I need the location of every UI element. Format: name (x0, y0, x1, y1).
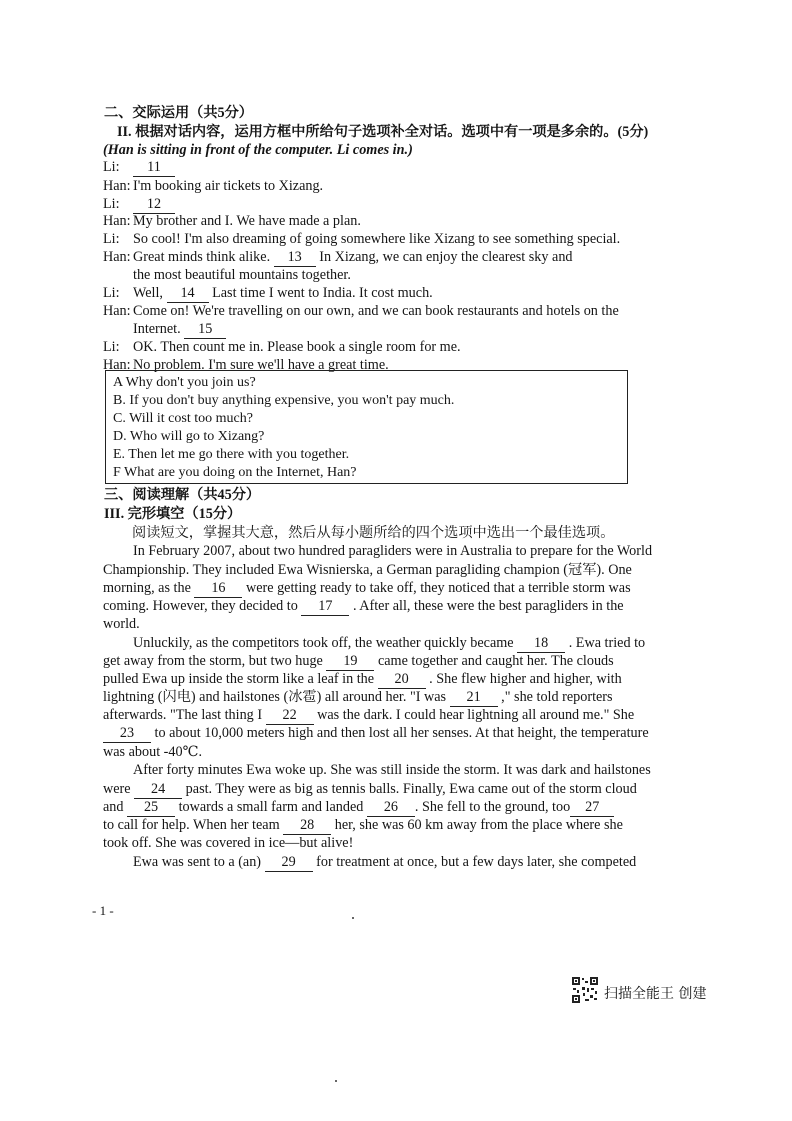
scanner-brand: 扫描全能王 创建 (604, 986, 707, 1002)
speaker: Han: (103, 249, 131, 265)
passage-text: . After all, these were the best paragliders in the (352, 598, 624, 614)
dialogue-text: My brother and I. We have made a plan. (133, 213, 361, 229)
passage-text: afterwards. "The last thing I (103, 707, 263, 723)
dialogue-text: OK. Then count me in. Please book a single room for me. (133, 339, 461, 355)
dialogue-text: the most beautiful mountains together. (133, 267, 351, 283)
dialogue-text: I'm booking air tickets to Xizang. (133, 178, 324, 194)
dialogue-line (103, 302, 619, 320)
passage-text: lightning (闪电) and hailstones (冰雹) all around her. "I was (103, 689, 447, 705)
dialogue-text: No problem. I'm sure we'll have a great time. (133, 357, 389, 373)
speaker: Li: (103, 285, 120, 301)
passage-line (103, 780, 637, 799)
cloze-blank: 18 (517, 634, 565, 653)
section2-title: 二、交际运用（共5分） (104, 105, 253, 121)
section3-title: 三、阅读理解（共45分） (104, 487, 261, 503)
passage-text: to call for help. When her team (103, 817, 280, 833)
speaker: Han: (103, 357, 131, 373)
passage-line (133, 761, 651, 779)
dialogue-line (103, 158, 175, 177)
section3-instruction: 阅读短文，掌握其大意，然后从每小题所给的四个选项中选出一个最佳选项。 (132, 525, 615, 541)
passage-line (103, 798, 614, 817)
passage-text: towards a small farm and landed (178, 799, 364, 815)
speaker: Li: (103, 159, 120, 175)
passage-text: . She fell to the ground, too (414, 799, 571, 815)
passage-line (103, 579, 631, 598)
passage-line (103, 688, 613, 707)
option-f: F What are you doing on the Internet, Han? (113, 465, 357, 480)
dialogue-text: Well, (133, 285, 163, 301)
passage-line (103, 615, 140, 633)
passage-line (103, 834, 353, 852)
qr-code-icon (571, 976, 599, 1004)
dialogue-text: So cool! I'm also dreaming of going somewhere like Xizang to see something special. (133, 231, 621, 247)
passage-text: and (103, 799, 124, 815)
passage-text: After forty minutes Ewa woke up. She was still inside the storm. It was dark and hailstones (133, 762, 651, 778)
passage-line (103, 670, 622, 689)
passage-text: came together and caught her. The clouds (377, 653, 614, 669)
passage-line (103, 652, 614, 671)
answer-blank: 12 (133, 195, 175, 214)
passage-text: Ewa was sent to a (an) (133, 854, 262, 870)
dialogue-text: Last time I went to India. It cost much. (212, 285, 433, 301)
cloze-blank: 22 (266, 706, 314, 725)
dialogue-line (133, 266, 351, 284)
cloze-blank: 19 (326, 652, 374, 671)
speaker: Han: (103, 178, 131, 194)
passage-text: was about -40℃. (103, 744, 203, 760)
passage-text: Championship. They included Ewa Wisnierska, a German paragliding champion (冠军). One (103, 562, 632, 578)
passage-line (103, 743, 202, 761)
passage-text: pulled Ewa up inside the storm like a leaf in the (103, 671, 375, 687)
passage-text: morning, as the (103, 580, 191, 596)
passage-text: were (103, 781, 131, 797)
section2-instruction: II. 根据对话内容，运用方框中所给句子选项补全对话。选项中有一项是多余的。(5分) (117, 124, 649, 140)
speaker: Li: (103, 339, 120, 355)
answer-blank: 13 (274, 248, 316, 267)
scan-speck (335, 1080, 337, 1082)
passage-line (103, 724, 649, 743)
passage-line (133, 542, 652, 560)
passage-text: were getting ready to take off, they noticed that a terrible storm was (245, 580, 631, 596)
passage-text: was the dark. I could hear lightning all around me." She (317, 707, 635, 723)
passage-text: her, she was 60 km away from the place where she (334, 817, 623, 833)
answer-blank: 15 (184, 320, 226, 339)
passage-line (133, 853, 636, 872)
dialogue-line (103, 212, 361, 230)
option-c: C. Will it cost too much? (113, 411, 253, 426)
cloze-blank: 23 (103, 724, 151, 743)
dialogue-line (103, 248, 573, 267)
cloze-blank: 21 (450, 688, 498, 707)
option-d: D. Who will go to Xizang? (113, 429, 265, 444)
answer-blank: 11 (133, 158, 175, 177)
page-number: - 1 - (92, 903, 114, 918)
cloze-blank: 17 (301, 597, 349, 616)
cloze-blank: 26 (367, 798, 415, 817)
scene-note: (Han is sitting in front of the computer. Li comes in.) (103, 142, 413, 158)
passage-text: In February 2007, about two hundred paragliders were in Australia to prepare for the World (133, 543, 653, 559)
passage-text: took off. She was covered in ice—but alive! (103, 835, 354, 851)
option-a: A Why don't you join us? (113, 375, 256, 390)
speaker: Han: (103, 213, 131, 229)
speaker: Han: (103, 303, 131, 319)
passage-text: ," she told reporters (501, 689, 613, 705)
cloze-blank: 25 (127, 798, 175, 817)
dialogue-text: Great minds think alike. (133, 249, 271, 265)
passage-line (133, 634, 645, 653)
answer-blank: 14 (167, 284, 209, 303)
option-e: E. Then let me go there with you together. (113, 447, 350, 462)
dialogue-line (103, 230, 620, 248)
dialogue-line (133, 320, 226, 339)
passage-line (103, 561, 632, 579)
cloze-blank: 20 (378, 670, 426, 689)
cloze-blank: 28 (283, 816, 331, 835)
passage-text: world. (103, 616, 140, 632)
passage-line (103, 816, 623, 835)
passage-text: Unluckily, as the competitors took off, the weather quickly became (133, 635, 514, 651)
passage-text: . She flew higher and higher, with (429, 671, 622, 687)
cloze-blank: 16 (194, 579, 242, 598)
dialogue-text: In Xizang, we can enjoy the clearest sky and (319, 249, 573, 265)
dialogue-line (103, 284, 433, 303)
dialogue-line (103, 338, 461, 356)
dialogue-line (103, 177, 323, 195)
passage-text: for treatment at once, but a few days later, she competed (316, 854, 637, 870)
speaker: Li: (103, 231, 120, 247)
passage-text: get away from the storm, but two huge (103, 653, 323, 669)
passage-line (103, 597, 624, 616)
dialogue-text: Internet. (133, 321, 181, 337)
speaker: Li: (103, 196, 120, 212)
options-box (105, 370, 628, 484)
dialogue-text: Come on! We're travelling on our own, and we can book restaurants and hotels on the (133, 303, 619, 319)
passage-text: to about 10,000 meters high and then lost all her senses. At that height, the temperature (154, 725, 649, 741)
passage-line (103, 706, 634, 725)
cloze-blank: 29 (265, 853, 313, 872)
passage-text: . Ewa tried to (568, 635, 646, 651)
scan-speck (352, 917, 354, 919)
section3-subtitle: III. 完形填空（15分） (104, 506, 242, 522)
option-b: B. If you don't buy anything expensive, you won't pay much. (113, 393, 455, 408)
cloze-blank: 27 (570, 798, 614, 817)
passage-text: coming. However, they decided to (103, 598, 298, 614)
cloze-blank: 24 (134, 780, 182, 799)
passage-text: past. They were as big as tennis balls. Finally, Ewa came out of the storm cloud (185, 781, 637, 797)
